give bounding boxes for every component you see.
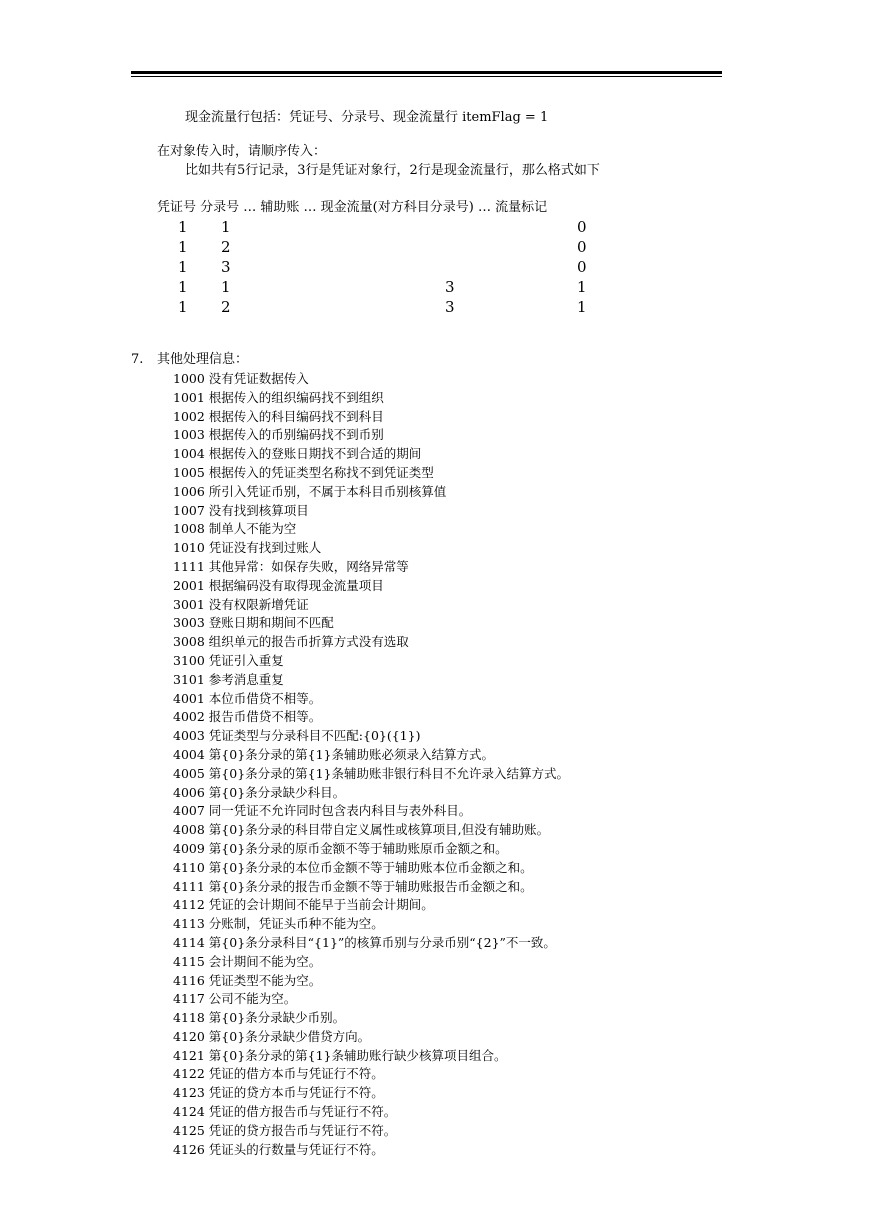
order-line: 在对象传入时，请顺序传入： <box>157 144 327 159</box>
cell-flag: 0 <box>577 258 587 276</box>
list-item: 4110 第{0}条分录的本位币金额不等于辅助账本位币金额之和。 <box>173 859 533 875</box>
cell-entry: 2 <box>221 298 231 316</box>
list-item: 1010 凭证没有找到过账人 <box>173 540 322 556</box>
cell-entry: 1 <box>221 278 231 296</box>
cell-voucher: 1 <box>178 218 188 236</box>
list-item: 4123 凭证的贷方本币与凭证行不符。 <box>173 1085 384 1101</box>
cell-cash: 3 <box>445 298 455 316</box>
section-number: 7. <box>131 352 144 367</box>
cell-voucher: 1 <box>178 238 188 256</box>
example-line: 比如共有5行记录，3行是凭证对象行，2行是现金流量行，那么格式如下 <box>185 163 600 178</box>
list-item: 4006 第{0}条分录缺少科目。 <box>173 784 346 800</box>
cell-flag: 1 <box>577 278 587 296</box>
cell-voucher: 1 <box>178 258 188 276</box>
list-item: 1004 根据传入的登账日期找不到合适的期间 <box>173 446 422 462</box>
cell-entry: 3 <box>221 258 231 276</box>
list-item: 1007 没有找到核算项目 <box>173 502 309 518</box>
list-item: 1000 没有凭证数据传入 <box>173 371 309 386</box>
list-item: 1001 根据传入的组织编码找不到组织 <box>173 389 384 405</box>
list-item: 3001 没有权限新增凭证 <box>173 596 309 612</box>
cell-voucher: 1 <box>178 278 188 296</box>
list-item: 4002 报告币借贷不相等。 <box>173 709 322 725</box>
list-item: 1111 其他异常：如保存失败，网络异常等 <box>173 558 409 574</box>
cell-entry: 1 <box>221 218 231 236</box>
list-item: 4122 凭证的借方本币与凭证行不符。 <box>173 1066 384 1082</box>
intro-line: 现金流量行包括：凭证号、分录号、现金流量行 itemFlag = 1 <box>185 110 549 125</box>
list-item: 4121 第{0}条分录的第{1}条辅助账行缺少核算项目组合。 <box>173 1047 507 1063</box>
list-item: 4001 本位币借贷不相等。 <box>173 690 322 706</box>
table-header: 凭证号 分录号 … 辅助账 … 现金流量(对方科目分录号) … 流量标记 <box>157 200 548 215</box>
header-rule-thick <box>131 71 722 74</box>
cell-flag: 0 <box>577 218 587 236</box>
list-item: 4005 第{0}条分录的第{1}条辅助账非银行科目不允许录入结算方式。 <box>173 765 570 781</box>
list-item: 4009 第{0}条分录的原币金额不等于辅助账原币金额之和。 <box>173 840 508 856</box>
list-item: 4116 凭证类型不能为空。 <box>173 972 322 988</box>
section-title: 其他处理信息： <box>157 352 249 367</box>
list-item: 4112 凭证的会计期间不能早于当前会计期间。 <box>173 897 434 913</box>
list-item: 4118 第{0}条分录缺少币别。 <box>173 1010 346 1026</box>
error-code-list <box>173 370 569 1159</box>
cell-voucher: 1 <box>178 298 188 316</box>
list-item: 3101 参考消息重复 <box>173 671 284 687</box>
list-item: 1003 根据传入的币别编码找不到币别 <box>173 427 384 443</box>
list-item: 3003 登账日期和期间不匹配 <box>173 615 334 631</box>
list-item: 2001 根据编码没有取得现金流量项目 <box>173 577 384 593</box>
list-item: 4008 第{0}条分录的科目带自定义属性或核算项目,但没有辅助账。 <box>173 822 550 838</box>
list-item: 4003 凭证类型与分录科目不匹配:{0}({1}) <box>173 728 421 744</box>
cell-flag: 1 <box>577 298 587 316</box>
list-item: 4126 凭证头的行数量与凭证行不符。 <box>173 1141 384 1157</box>
list-item: 4111 第{0}条分录的报告币金额不等于辅助账报告币金额之和。 <box>173 878 533 894</box>
list-item: 4124 凭证的借方报告币与凭证行不符。 <box>173 1104 397 1120</box>
header-rule-thin <box>131 76 722 77</box>
list-item: 4125 凭证的贷方报告币与凭证行不符。 <box>173 1122 397 1138</box>
list-item: 1006 所引入凭证币别，不属于本科目币别核算值 <box>173 483 447 499</box>
list-item: 1005 根据传入的凭证类型名称找不到凭证类型 <box>173 464 434 480</box>
cell-entry: 2 <box>221 238 231 256</box>
list-item: 3008 组织单元的报告币折算方式没有选取 <box>173 634 409 650</box>
list-item: 4007 同一凭证不允许同时包含表内科目与表外科目。 <box>173 803 472 819</box>
list-item: 4004 第{0}条分录的第{1}条辅助账必须录入结算方式。 <box>173 746 495 762</box>
cell-cash: 3 <box>445 278 455 296</box>
list-item: 1002 根据传入的科目编码找不到科目 <box>173 408 384 424</box>
list-item: 4114 第{0}条分录科目“{1}”的核算币别与分录币别“{2}”不一致。 <box>173 934 556 950</box>
list-item: 4120 第{0}条分录缺少借贷方向。 <box>173 1028 371 1044</box>
list-item: 4117 公司不能为空。 <box>173 991 297 1007</box>
list-item: 4115 会计期间不能为空。 <box>173 953 322 969</box>
cell-flag: 0 <box>577 238 587 256</box>
list-item: 1008 制单人不能为空 <box>173 521 297 537</box>
list-item: 3100 凭证引入重复 <box>173 652 284 668</box>
list-item: 4113 分账制，凭证头币种不能为空。 <box>173 916 384 932</box>
